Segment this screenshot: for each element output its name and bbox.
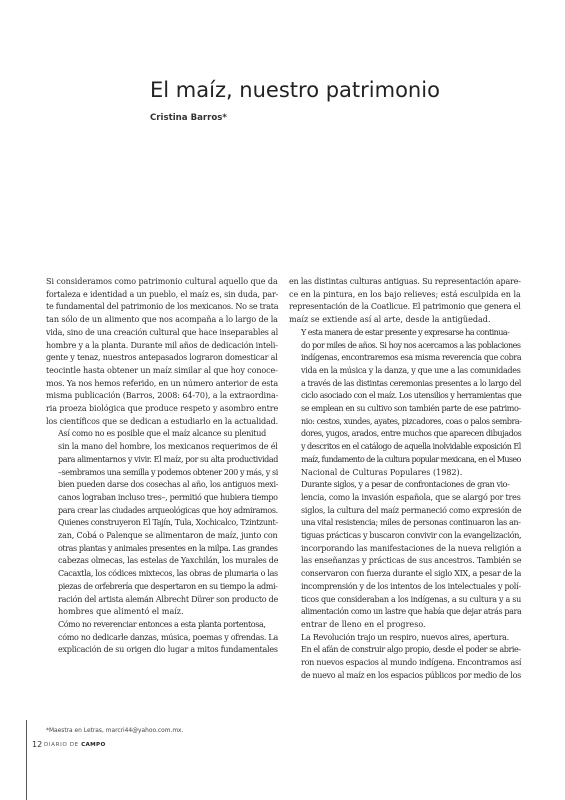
text-line: las enseñanzas y prácticas de sus ancestros. También se [301,556,522,566]
text-line: indígenas, encontraremos esa misma reverencia que cobra [301,353,522,363]
text-line: do por miles de años. Si hoy nos acercamos a las poblaciones [301,340,521,350]
text-line: siglos, la cultura del maíz permaneció como expresión de [301,505,522,515]
text-line: lencia, como la invasión española, que se alargó por tres [301,492,521,502]
text-line: y descritos en el catálogo de aquella inolvidable exposición El [301,442,521,452]
text-line: Cacaxtla, los códices mixtecos, las obras de plumaria o las [58,569,278,579]
paragraph [289,632,521,683]
text-line: te fundamental del patrimonio de los mexicanos. No se trata [46,302,279,312]
paragraph [289,479,521,631]
text-line: zan, Cobá o Palenque se alimentaron de maíz, junto con [58,531,278,541]
text-line: bien pueden darse dos cosechas al año, los antiguos mexi- [58,480,279,490]
text-line: se emplean en su cultivo son también parte de ese patrimo- [301,404,521,414]
text-line: Si consideramos como patrimonio cultural aquello que da [46,277,278,286]
text-line: en las distintas culturas antiguas. Su representación apare- [289,277,521,286]
text-line: maíz se extiende así al arte, desde la antigüedad. [289,315,491,325]
text-line: gente y tenaz, nuestros antepasados lograron domesticar al [46,353,278,363]
text-line: teocintle hasta obtener un maíz similar al que hoy conoce- [46,365,278,375]
journal-name [44,742,106,748]
paragraph [46,276,278,428]
text-line: maíz, fundamento de la cultura popular mexicana, en el Museo [301,454,521,464]
text-line: conservaron con fuerza durante el siglo XIX, a pesar de la [301,569,522,579]
text-line: ticos que consideraban a los indígenas, a su cultura y a su [301,594,521,604]
text-line: Y esta manera de estar presente y expresarse ha continua- [301,327,510,337]
text-line: tan sólo de un alimento que nos acompaña a lo largo de la [46,315,278,325]
text-line: fortaleza e identidad a un pueblo, el maíz es, sin duda, par- [46,289,279,299]
text-line: incorporando las manifestaciones de la nueva religión a [301,543,522,553]
article-title: El maíz, nuestro patrimonio [150,78,440,102]
paragraph [289,276,521,327]
text-line: vida, sino de una creación cultural que hace inseparables al [46,327,278,337]
text-line: Nacional de Culturas Populares (1982). [301,467,463,477]
text-line: explicación de su origen dio lugar a mitos fundamentales [58,645,278,655]
text-line: ron nuevos espacios al mundo indígena. Encontramos así [301,658,522,668]
text-line: hombre y a la planta. Durante mil años de dedicación inteli- [46,340,278,350]
paragraph [46,428,278,619]
text-line: ria proeza biológica que produce respeto y asombro entre [46,404,279,414]
text-line: nio: cestos, xundes, ayates, pizcadores, coas o palos sembra- [301,416,522,426]
text-line: para alimentarnos y vivir. El maíz, por su alta productividad [58,454,278,464]
text-line: ciclo asociado con el maíz. Los utensilios y herramientas que [301,391,522,401]
author-footnote: *Maestra en Letras, marcri44@yahoo.com.mx. [46,728,184,734]
text-line: representación de la Coatlicue. El patrimonio que genera el [289,302,521,312]
text-line: –sembramos una semilla y podemos obtener 200 y más, y si [58,467,278,477]
text-line: ración del artista alemán Albrecht Dürer son producto de [58,594,279,604]
text-line: Durante siglos, y a pesar de confrontaciones de gran vio- [301,480,510,490]
text-line: piezas de orfebrería que despertaron en su tiempo la admi- [58,581,278,591]
page-number: 12 [32,740,43,749]
text-line: ce en la pintura, en los bajo relieves; está esculpida en la [289,289,521,299]
text-line: los científicos que se dedican a estudiarlo en la actualidad. [46,416,279,426]
text-line: hombres que alimentó el maíz. [58,607,184,617]
text-line: incomprensión y de los intentos de los intelectuales y polí- [301,581,521,591]
text-line: La Revolución trajo un respiro, nuevos aires, apertura. [301,632,509,642]
text-line: alimentación como un lastre que había que dejar atrás para [301,607,522,617]
text-line: a través de las distintas ceremonias presentes a lo largo del [301,378,522,388]
text-line: para crear las ciudades arqueológicas que hoy admiramos. [58,505,278,515]
paragraph [46,619,278,657]
text-line: canos lograban incluso tres–, permitió que hubiera tiempo [58,492,278,502]
text-line: otras plantas y animales presentes en la milpa. Las grandes [58,543,278,553]
text-line: cómo no dedicarle danzas, música, poemas y ofrendas. La [58,632,278,642]
text-line: mos. Ya nos hemos referido, en un número anterior de esta [46,378,278,388]
paragraph [289,327,521,479]
text-line: entrar de lleno en el progreso. [301,619,426,629]
text-line: misma publicación (Barros, 2008: 64-70), a la extraordina- [46,391,279,401]
text-line: dores, yugos, arados, entre muchos que aparecen dibujados [301,429,522,439]
text-line: de nuevo al maíz en los espacios públicos por medio de los [301,670,521,680]
text-line: Cómo no reverenciar entonces a esta planta portentosa, [58,619,266,629]
text-line: cabezas olmecas, las estelas de Yaxchilán, los murales de [58,556,279,566]
text-line: Así como no es posible que el maíz alcance su plenitud [58,429,266,439]
folio-rule [26,720,27,800]
article-author: Cristina Barros* [150,113,227,123]
journal-title: CAMPO [81,742,106,748]
text-line: Quienes construyeron El Tajín, Tula, Xochicalco, Tzintzunt- [58,518,278,528]
text-line: sin la mano del hombre, los mexicanos requerimos de él [58,442,278,452]
text-line: una vital resistencia; miles de personas continuaron las an- [301,518,521,528]
journal-prefix: DIARIO DE [44,742,79,748]
text-line: tiguas prácticas y buscaron convivir con la evangelización, [301,531,522,541]
body-column-right [289,276,521,683]
body-column-left [46,276,278,657]
text-line: vida en la música y la danza, y que une a las comunidades [301,365,521,375]
text-line: En el afán de construir algo propio, desde el poder se abrie- [301,645,521,655]
